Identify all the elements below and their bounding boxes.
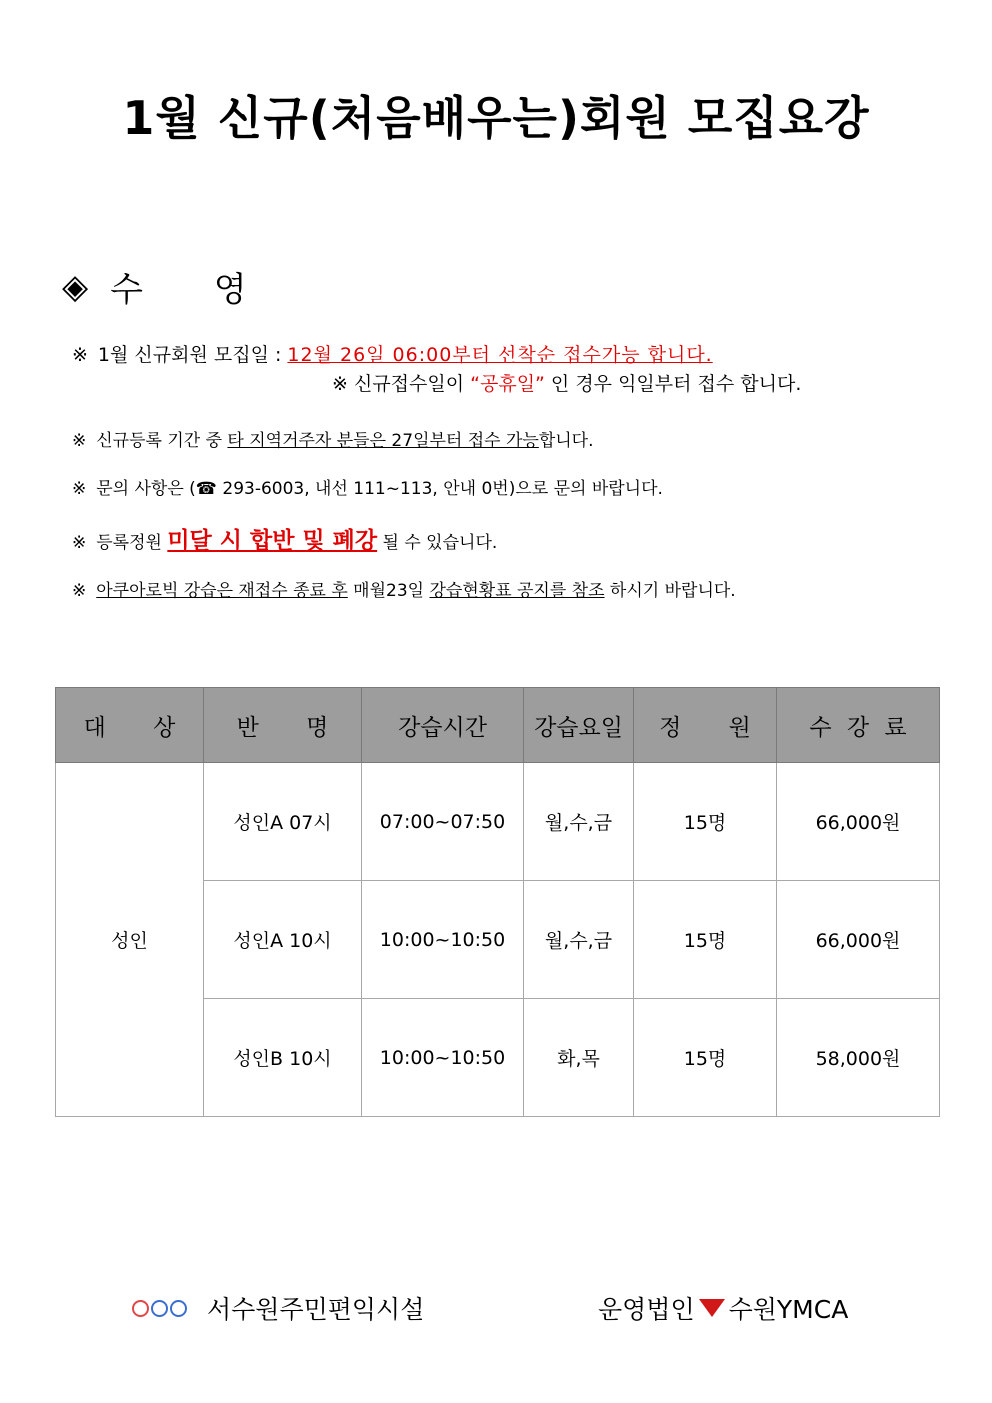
facility-name: 서수원주민편익시설 bbox=[207, 1295, 425, 1324]
note-underline: 타 지역거주자 분들은 27일부터 접수 가능 bbox=[227, 431, 539, 451]
class-time: 10:00~10:50 bbox=[362, 999, 524, 1117]
note-text: 매월23일 bbox=[347, 581, 430, 601]
class-name: 성인A 07시 bbox=[204, 763, 362, 881]
note-capacity bbox=[72, 522, 497, 555]
facility-logo-icon bbox=[132, 1300, 189, 1317]
header-capacity: 정 원 bbox=[634, 688, 777, 763]
note-text: 1월 신규회원 모집일 : bbox=[97, 344, 288, 366]
class-name: 성인A 10시 bbox=[204, 881, 362, 999]
class-days: 월,수,금 bbox=[524, 881, 634, 999]
note-inquiry bbox=[72, 474, 663, 499]
class-name: 성인B 10시 bbox=[204, 999, 362, 1117]
schedule-table bbox=[55, 687, 940, 1117]
table-row bbox=[56, 763, 940, 881]
header-class: 반 명 bbox=[204, 688, 362, 763]
class-fee: 58,000원 bbox=[777, 999, 940, 1117]
class-fee: 66,000원 bbox=[777, 763, 940, 881]
note-holiday bbox=[332, 369, 801, 396]
section-label: 수 영 bbox=[110, 270, 277, 310]
header-days: 강습요일 bbox=[524, 688, 634, 763]
page-title: 1월 신규(처음배우는)회원 모집요강 bbox=[122, 91, 870, 145]
reference-mark-icon: ※ bbox=[72, 479, 87, 499]
note-highlight: “공휴일” bbox=[470, 373, 545, 395]
note-highlight: 12월 26일 06:00부터 선착순 접수가능 합니다. bbox=[287, 344, 713, 366]
note-text: 합니다. bbox=[538, 431, 594, 451]
group-cell: 성인 bbox=[56, 763, 204, 1117]
note-text: 신규등록 기간 중 bbox=[96, 431, 228, 451]
section-heading bbox=[62, 262, 277, 311]
table-header-row bbox=[56, 688, 940, 763]
class-days: 화,목 bbox=[524, 999, 634, 1117]
note-text: 등록정원 bbox=[96, 533, 168, 553]
note-aquarobic bbox=[72, 576, 736, 601]
ymca-logo-icon bbox=[699, 1299, 725, 1317]
reference-mark-icon: ※ bbox=[72, 581, 87, 601]
header-target: 대 상 bbox=[56, 688, 204, 763]
diamond-icon: ◈ bbox=[62, 266, 89, 307]
note-recruit-date bbox=[72, 340, 713, 367]
reference-mark-icon: ※ bbox=[72, 431, 87, 451]
class-time: 10:00~10:50 bbox=[362, 881, 524, 999]
class-capacity: 15명 bbox=[634, 881, 777, 999]
class-capacity: 15명 bbox=[634, 763, 777, 881]
note-text: 인 경우 익일부터 접수 합니다. bbox=[544, 373, 802, 395]
header-fee: 수 강 료 bbox=[777, 688, 940, 763]
note-text: 문의 사항은 (☎ 293-6003, 내선 111~113, 안내 0번)으로 문의 바랍니다. bbox=[96, 479, 663, 499]
class-time: 07:00~07:50 bbox=[362, 763, 524, 881]
note-underline: 아쿠아로빅 강습은 재접수 종료 후 bbox=[96, 581, 348, 601]
note-underline: 강습현황표 공지를 참조 bbox=[429, 581, 605, 601]
operator-name: 수원YMCA bbox=[728, 1295, 849, 1324]
note-other-region bbox=[72, 426, 594, 451]
class-days: 월,수,금 bbox=[524, 763, 634, 881]
facility-footer bbox=[132, 1290, 424, 1326]
reference-mark-icon: ※ bbox=[72, 533, 87, 553]
class-fee: 66,000원 bbox=[777, 881, 940, 999]
operator-footer bbox=[598, 1290, 848, 1326]
operator-label: 운영법인 bbox=[598, 1295, 695, 1324]
header-time: 강습시간 bbox=[362, 688, 524, 763]
reference-mark-icon: ※ bbox=[332, 373, 348, 395]
reference-mark-icon: ※ bbox=[72, 344, 88, 366]
note-highlight: 미달 시 합반 및 폐강 bbox=[167, 528, 378, 554]
note-text: 될 수 있습니다. bbox=[377, 533, 498, 553]
note-text: 하시기 바랍니다. bbox=[604, 581, 736, 601]
class-capacity: 15명 bbox=[634, 999, 777, 1117]
note-text: 신규접수일이 bbox=[347, 373, 471, 395]
